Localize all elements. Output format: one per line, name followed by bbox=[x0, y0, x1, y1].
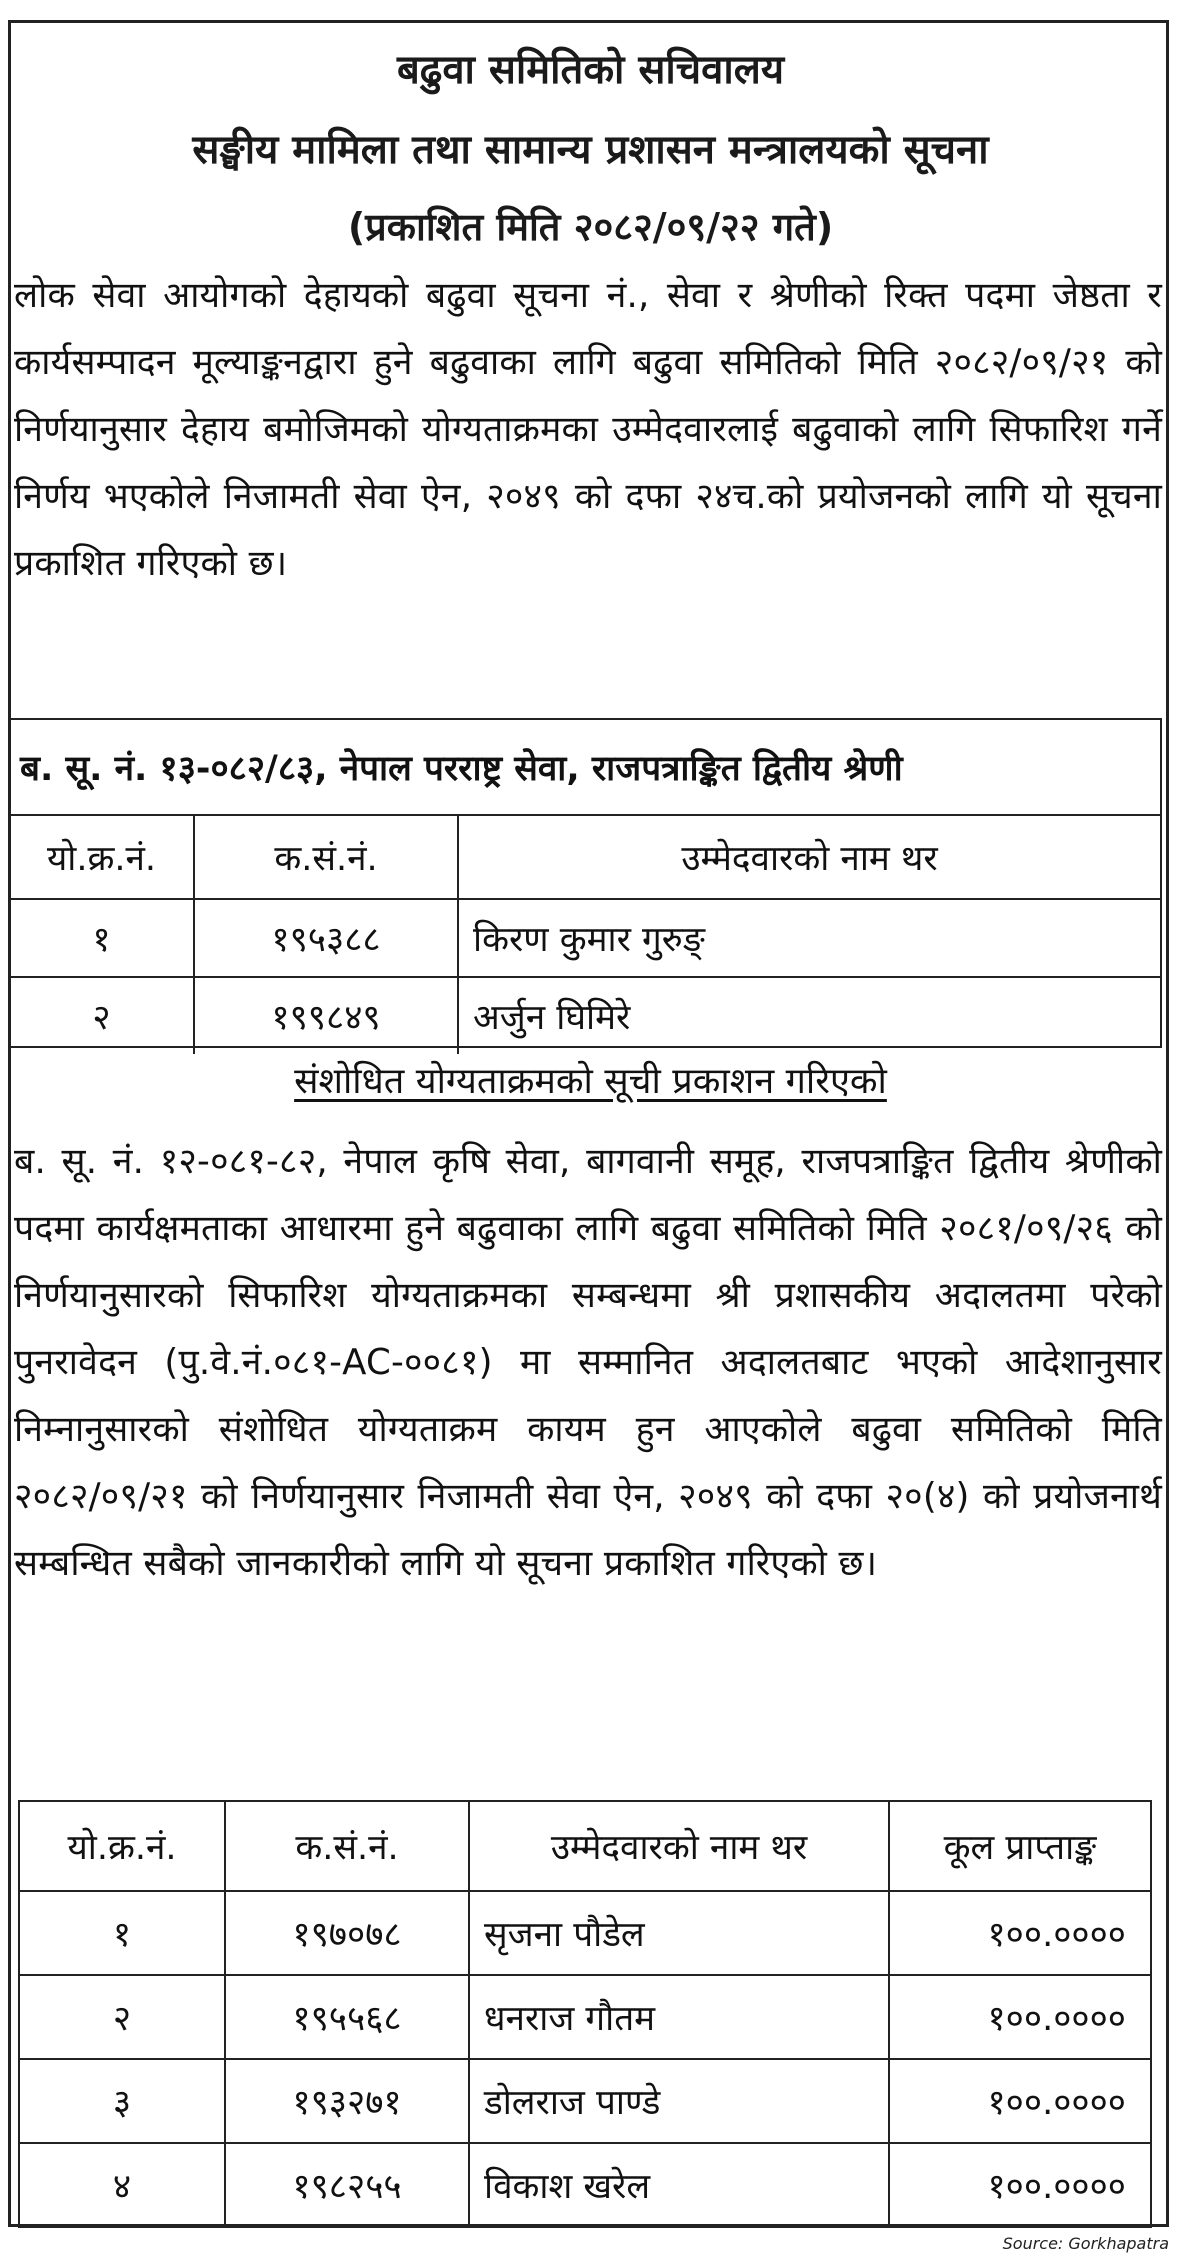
source-credit: Source: Gorkhapatra bbox=[1002, 2234, 1169, 2253]
table-row bbox=[19, 2059, 1151, 2143]
name-cell: किरण कुमार गुरुङ् bbox=[458, 899, 1160, 977]
name-cell: डोलराज पाण्डे bbox=[469, 2059, 889, 2143]
code-cell: १९९८४९ bbox=[194, 977, 458, 1054]
code-cell: १९३२७१ bbox=[225, 2059, 469, 2143]
col-name-header: उम्मेदवारको नाम थर bbox=[469, 1801, 889, 1891]
notice-ministry: सङ्घीय मामिला तथा सामान्य प्रशासन मन्त्रालयको सूचना bbox=[192, 127, 989, 173]
table-header-row bbox=[10, 816, 1160, 899]
code-cell: १९५३८८ bbox=[194, 899, 458, 977]
table-row bbox=[19, 1975, 1151, 2059]
table-row bbox=[10, 977, 1160, 1054]
table1-caption: ब. सू. नं. १३-०८२/८३, नेपाल परराष्ट्र सेवा, राजपत्राङ्कित द्वितीय श्रेणी bbox=[10, 720, 1160, 816]
score-cell: १००.०००० bbox=[889, 2143, 1151, 2227]
notice-date: (प्रकाशित मिति २०८२/०९/२२ गते) bbox=[347, 205, 834, 249]
name-cell: धनराज गौतम bbox=[469, 1975, 889, 2059]
col-code-header: क.सं.नं. bbox=[194, 816, 458, 899]
code-cell: १९७०७८ bbox=[225, 1891, 469, 1975]
serial-cell: ३ bbox=[19, 2059, 225, 2143]
notice-title: बढुवा समितिको सचिवालय bbox=[396, 47, 785, 93]
serial-cell: १ bbox=[10, 899, 194, 977]
score-cell: १००.०००० bbox=[889, 1891, 1151, 1975]
name-cell: सृजना पौडेल bbox=[469, 1891, 889, 1975]
promotion-table-box bbox=[8, 718, 1162, 1048]
table-header-row bbox=[19, 1801, 1151, 1891]
serial-cell: ४ bbox=[19, 2143, 225, 2227]
revised-merit-table bbox=[18, 1800, 1152, 2228]
table-row bbox=[19, 1891, 1151, 1975]
code-cell: १९८२५५ bbox=[225, 2143, 469, 2227]
table-row bbox=[10, 899, 1160, 977]
name-cell: अर्जुन घिमिरे bbox=[458, 977, 1160, 1054]
col-serial-header: यो.क्र.नं. bbox=[10, 816, 194, 899]
promotion-table bbox=[10, 816, 1160, 1054]
intro-paragraph: लोक सेवा आयोगको देहायको बढुवा सूचना नं., सेवा र श्रेणीको रिक्त पदमा जेष्ठता र कार्यसम्पादन मूल्याङ्कनद्वारा हुने बढुवाका लागि बढुवा समितिको मिति २०८२/०९/२१ को निर्णयानुसार देहाय बमोजिमको योग्यताक्रमका उम्मेदवारलाई बढुवाको लागि सिफारिश गर्ने निर्णय भएकोले निजामती सेवा ऐन, २०४९ को दफा २४च.को प्रयोजनको लागि यो सूचना प्रकाशित गरिएको छ। bbox=[14, 275, 1162, 584]
name-cell: विकाश खरेल bbox=[469, 2143, 889, 2227]
col-serial-header: यो.क्र.नं. bbox=[19, 1801, 225, 1891]
serial-cell: २ bbox=[10, 977, 194, 1054]
revised-list-subheading: संशोधित योग्यताक्रमको सूची प्रकाशन गरिएको bbox=[294, 1061, 887, 1102]
serial-cell: २ bbox=[19, 1975, 225, 2059]
revised-paragraph: ब. सू. नं. १२-०८१-८२, नेपाल कृषि सेवा, बागवानी समूह, राजपत्राङ्कित द्वितीय श्रेणीको पदमा कार्यक्षमताका आधारमा हुने बढुवाका लागि बढुवा समितिको मिति २०८१/०९/२६ को निर्णयानुसारको सिफारिश योग्यताक्रमका सम्बन्धमा श्री प्रशासकीय अदालतमा परेको पुनरावेदन (पु.वे.नं.०८१-AC-००८१) मा सम्मानित अदालतबाट भएको आदेशानुसार निम्नानुसारको संशोधित योग्यताक्रम कायम हुन आएकोले बढुवा समितिको मिति २०८२/०९/२१ को निर्णयानुसार निजामती सेवा ऐन, २०४९ को दफा २०(४) को प्रयोजनार्थ सम्बन्धित सबैको जानकारीको लागि यो सूचना प्रकाशित गरिएको छ। bbox=[14, 1141, 1162, 1584]
serial-cell: १ bbox=[19, 1891, 225, 1975]
score-cell: १००.०००० bbox=[889, 1975, 1151, 2059]
table-row bbox=[19, 2143, 1151, 2227]
score-cell: १००.०००० bbox=[889, 2059, 1151, 2143]
col-score-header: कूल प्राप्ताङ्क bbox=[889, 1801, 1151, 1891]
code-cell: १९५५६८ bbox=[225, 1975, 469, 2059]
col-name-header: उम्मेदवारको नाम थर bbox=[458, 816, 1160, 899]
col-code-header: क.सं.नं. bbox=[225, 1801, 469, 1891]
